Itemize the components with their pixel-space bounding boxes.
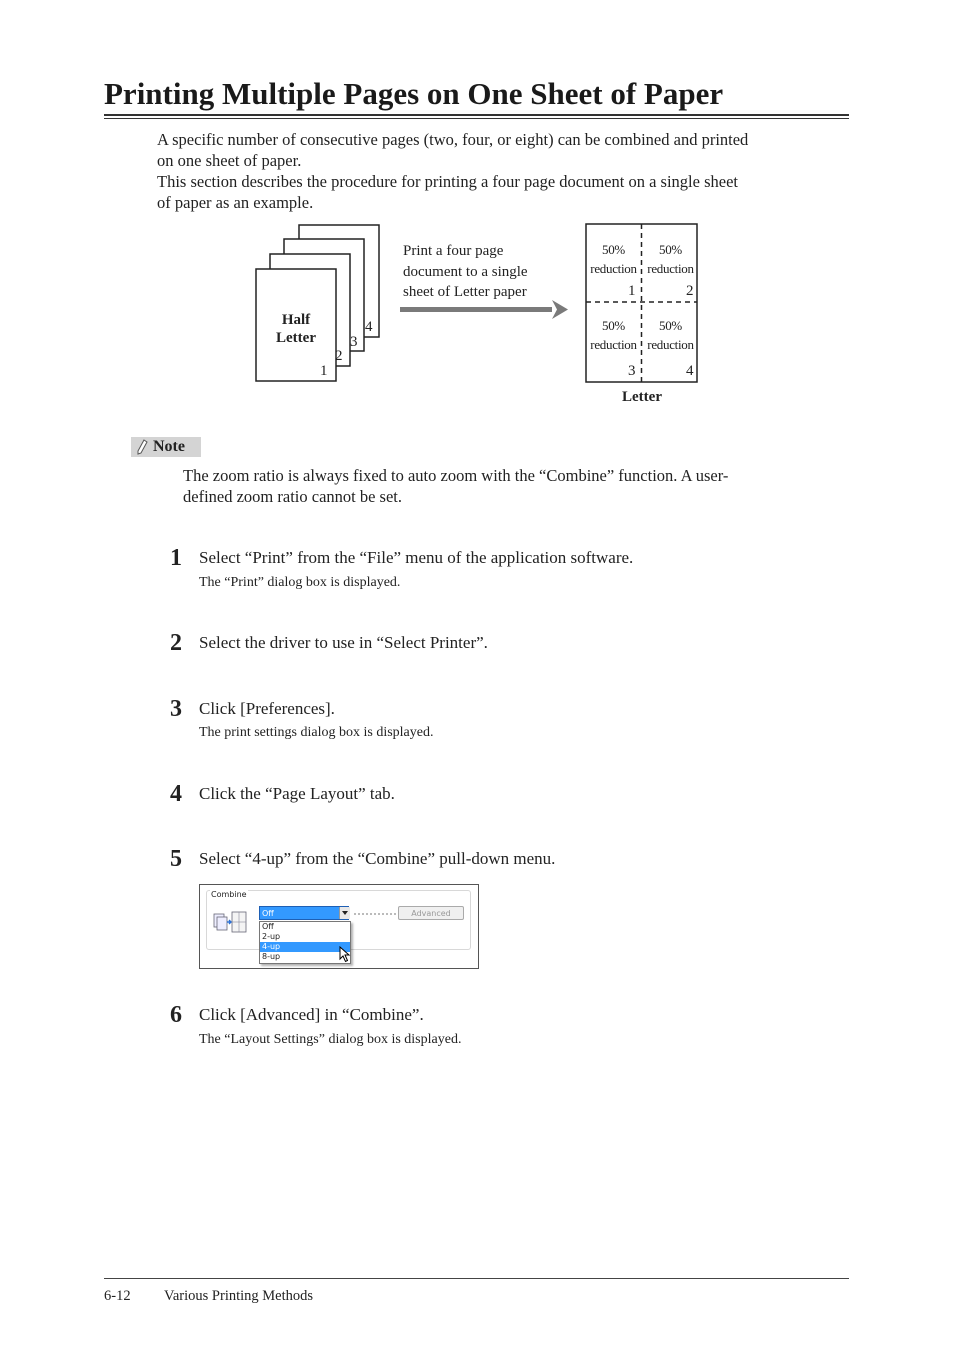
cell-pct: 50% (602, 242, 625, 257)
combine-group-label: Combine (211, 890, 247, 899)
note-text (183, 465, 823, 507)
step-text: Select the driver to use in “Select Printer”. (199, 633, 488, 652)
combine-pages-icon (212, 908, 248, 938)
cell-4-number: 4 (686, 363, 694, 379)
step-number: 2 (170, 630, 182, 656)
half-letter-label-line: Letter (276, 330, 316, 346)
combine-select[interactable] (259, 906, 349, 920)
step-subtext: The print settings dialog box is displayed. (199, 725, 434, 740)
page-number-2: 2 (335, 348, 343, 364)
step-subtext: The “Layout Settings” dialog box is displayed. (199, 1032, 462, 1047)
title-rule-thin (104, 118, 849, 119)
page-number-3: 3 (350, 334, 358, 350)
combine-dropdown-list (259, 921, 351, 964)
cell-4-label (643, 316, 698, 354)
cell-1-number: 1 (628, 283, 636, 299)
cell-2-number: 2 (686, 283, 694, 299)
step-text: Select “Print” from the “File” menu of the application software. (199, 548, 634, 567)
intro-line: This section describes the procedure for printing a four page document on a single sheet (157, 172, 738, 191)
footer-page-number: 6-12 (104, 1288, 131, 1304)
intro-line: on one sheet of paper. (157, 151, 302, 170)
half-letter-label (256, 311, 336, 347)
page-number-4: 4 (365, 319, 373, 335)
dropdown-option-off[interactable]: Off (262, 922, 274, 931)
step-number: 5 (170, 846, 182, 872)
dropdown-option-8up[interactable]: 8-up (262, 952, 281, 961)
pencil-icon (135, 439, 149, 455)
mouse-cursor-icon (339, 946, 351, 964)
intro-line: of paper as an example. (157, 193, 314, 212)
footer-section-title: Various Printing Methods (164, 1288, 314, 1304)
page-number-1: 1 (320, 363, 328, 379)
step-number: 4 (170, 781, 182, 807)
step-text: Click [Advanced] in “Combine”. (199, 1005, 424, 1024)
footer-rule (104, 1278, 849, 1279)
cell-pct: 50% (602, 318, 625, 333)
intro-line: A specific number of consecutive pages (two, four, or eight) can be combined and printed (157, 130, 749, 149)
cell-pct: 50% (659, 242, 682, 257)
note-line: defined zoom ratio cannot be set. (183, 487, 403, 506)
half-letter-label-line: Half (281, 312, 311, 328)
combine-screenshot (199, 884, 479, 969)
arrow-caption-line: sheet of Letter paper (403, 284, 527, 300)
cell-3-number: 3 (628, 363, 636, 379)
step-number: 6 (170, 1002, 182, 1028)
cell-word: reduction (647, 337, 694, 352)
cell-3-label (586, 316, 641, 354)
cell-word: reduction (647, 261, 694, 276)
intro-paragraph (157, 129, 847, 213)
chevron-down-icon[interactable] (339, 907, 350, 919)
arrow-caption-line: Print a four page (403, 243, 504, 259)
cell-1-label (586, 240, 641, 278)
note-line: The zoom ratio is always fixed to auto zoom with the “Combine” function. A user- (183, 466, 729, 485)
dropdown-option-4up[interactable]: 4-up (260, 942, 350, 952)
title-rule (104, 114, 849, 116)
dropdown-option-2up[interactable]: 2-up (262, 932, 281, 941)
dotted-leader (354, 913, 396, 915)
step-text: Click [Preferences]. (199, 699, 335, 718)
arrow-caption (403, 241, 528, 303)
arrow-shaft (400, 307, 552, 312)
step-subtext: The “Print” dialog box is displayed. (199, 575, 401, 590)
cell-word: reduction (590, 261, 637, 276)
note-label: Note (153, 438, 185, 455)
arrow-caption-line: document to a single (403, 263, 528, 280)
page-title: Printing Multiple Pages on One Sheet of Paper (104, 76, 724, 111)
cell-2-label (643, 240, 698, 278)
combine-select-value: Off (262, 909, 274, 918)
step-number: 3 (170, 696, 182, 722)
step-text: Select “4-up” from the “Combine” pull-down menu. (199, 849, 556, 868)
step-number: 1 (170, 545, 182, 571)
step-text: Click the “Page Layout” tab. (199, 784, 395, 803)
letter-label: Letter (622, 389, 662, 405)
arrow-head (552, 300, 568, 319)
advanced-button[interactable]: Advanced (398, 906, 464, 920)
cell-pct: 50% (659, 318, 682, 333)
cell-word: reduction (590, 337, 637, 352)
